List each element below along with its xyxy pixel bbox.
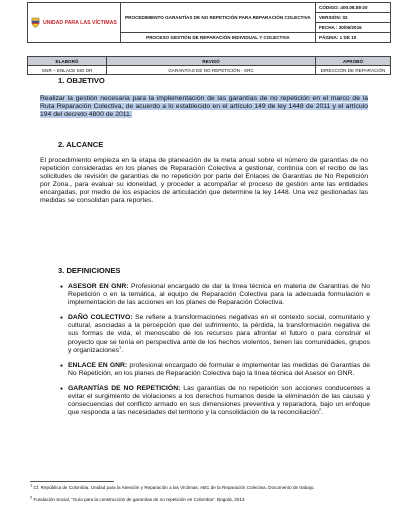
footnote-text: Fundación Social, “Guía para la construcción de garantías de no repetición en Colombia”. Bogotá, 2013 [32,497,245,502]
page-number: PÁGINA: 1 DE 10 [316,33,391,43]
heading-objetivo: 1. OBJETIVO [58,76,105,85]
definitions-list [40,283,370,424]
definition-text: Se refiere a transformaciones negativas en el contexto social, comunitario y cultural, asociadas a la percepción que del sufrimiento, la pérdida, la transformación negativa de sus formas de vida, el menoscabo de los recursos para afrontar el futuro o para construir el proyecto que se tenía en perspectiva ante de los hechos violentos, tienen las comunidades, grupos y organizaciones [68,314,370,354]
definition-text: profesional encargado de formular e implementar las medidas de Garantías de No Repetición, en los planes de Reparación Colectiva bajo la línea técnica del Asesor en GNR. [68,361,371,377]
signoff-table [27,56,391,75]
signoff-header-aprobo: APROBÓ [316,57,391,66]
logo-cell [28,3,121,43]
definition-item: ● DAÑO COLECTIVO: Se refiere a transformaciones negativas en el contexto social, comunitario y cultural, asociadas a la percepción que del sufrimiento, la pérdida, la transformación negativa de sus formas de vida, el menoscabo de los recursos para afrontar el futuro o para construir el proyecto que se tenía en perspectiva ante de los hechos violentos, tienen las comunidades, grupos y organizaciones$^1$. [40,314,370,354]
signoff-value-aprobo: DIRECCIÓN DE REPARACIÓN [316,66,391,75]
footnote-ref[interactable]: 1 [119,344,122,350]
heading-definiciones: 3. DEFINICIONES [58,266,121,275]
alcance-text: El procedimiento empieza en la etapa de planeación de la meta anual sobre el número de garantías de no repetición consideradas en los planes de Reparación Colectiva a gestionar, continúa con el recibo de las solicitudes de revisión de garantías de no repetición por parte del Enlaces de Garantías de No Repetición por Zona., para evaluar su idoneidad, y proceder a acompañar el proceso de gestión ante las entidades encargadas, por medio de los espacios de articulación que determine la ley 1448. Una vez gestionadas las medidas se consolidan para reportes. [40,157,368,205]
definition-text: Las garantías de no repetición son acciones conducentes a evitar el surgimiento de violaciones a los derechos humanos desde la eliminación de las causas y consecuencias del conflicto armado en sus dimensiones preventiva y reparadora, bajo un enfoque que responda a las necesidades del territorio y la consolidación de la reconciliación [68,384,370,417]
definition-item: ● GARANTÍAS DE NO REPETICIÓN: Las garantías de no repetición son acciones conducentes a evitar el surgimiento de violaciones a los derechos humanos desde la eliminación de las causas y consecuencias del conflicto armado en sus dimensiones preventiva y reparadora, bajo un enfoque que responda a las necesidades del territorio y la consolidación de la reconciliación$^2$. [40,385,370,417]
definition-text: Profesional encargado de dar la línea técnica en materia de Garantías de No Repetición o en la temática, al equipo de Reparación Colectiva para la adecuada formulación e implementación de las acciones en los planes de Reparación Colectiva. [68,283,370,307]
document-version: VERSIÓN: 02 [316,13,391,23]
definition-term: ENLACE EN GNR: [68,361,128,369]
signoff-header-reviso: REVISÓ [107,57,316,66]
signoff-value-elaboro: GNR – ENLACE SIG DR [28,66,107,75]
document-title: PROCEDIMIENTO GARANTÍAS DE NO REPETICIÓN PARA REPARACIÓN COLECTIVA [120,3,315,33]
signoff-value-reviso: GARANTÍAS DE NO REPETICIÓN - SRC [107,66,316,75]
process-name: PROCESO GESTIÓN DE REPARACIÓN INDIVIDUAL Y COLECTIVA [120,33,315,43]
footnote-ref[interactable]: 2 [318,406,322,412]
definition-item [40,362,370,378]
footnote [30,482,375,491]
footnote-number: 2 [30,494,33,500]
footnote-number: 1 [30,482,33,488]
coat-of-arms-icon [31,17,40,28]
document-date: FECHA : 30/06/2016 [316,23,391,33]
definition-term: ASESOR EN GNR: [68,283,129,290]
definition-term: DAÑO COLECTIVO: [68,314,133,322]
definition-term: GARANTÍAS DE NO REPETICIÓN: [68,384,181,392]
footnote [30,494,375,503]
document-header [27,2,391,43]
signoff-header-elaboro: ELABORÓ [28,57,107,66]
heading-alcance: 2. ALCANCE [58,140,104,149]
logo-text: UNIDAD PARA LAS VÍCTIMAS [43,19,117,26]
definition-item [40,283,370,307]
objetivo-text [40,95,368,119]
objetivo-highlight: Realizar la gestión necesaria para la implementación de las garantías de no repetición en el marco de la Ruta Reparación Colectiva, de acuerdo a lo establecido en el artículo 149 de ley 1448 de 2011 y el artículo 194 del decreto 4800 de 2011. [40,95,368,119]
unit-logo [31,17,117,28]
document-code: CÓDIGO: 400.08.08-20 [316,3,391,13]
footnote-divider [30,481,114,482]
footnote-text: Cf. República de Colombia. Unidad para la Atención y Reparación a las Víctimas. ABC de la Reparación Colectiva. Documento de trabajo. [32,485,315,490]
